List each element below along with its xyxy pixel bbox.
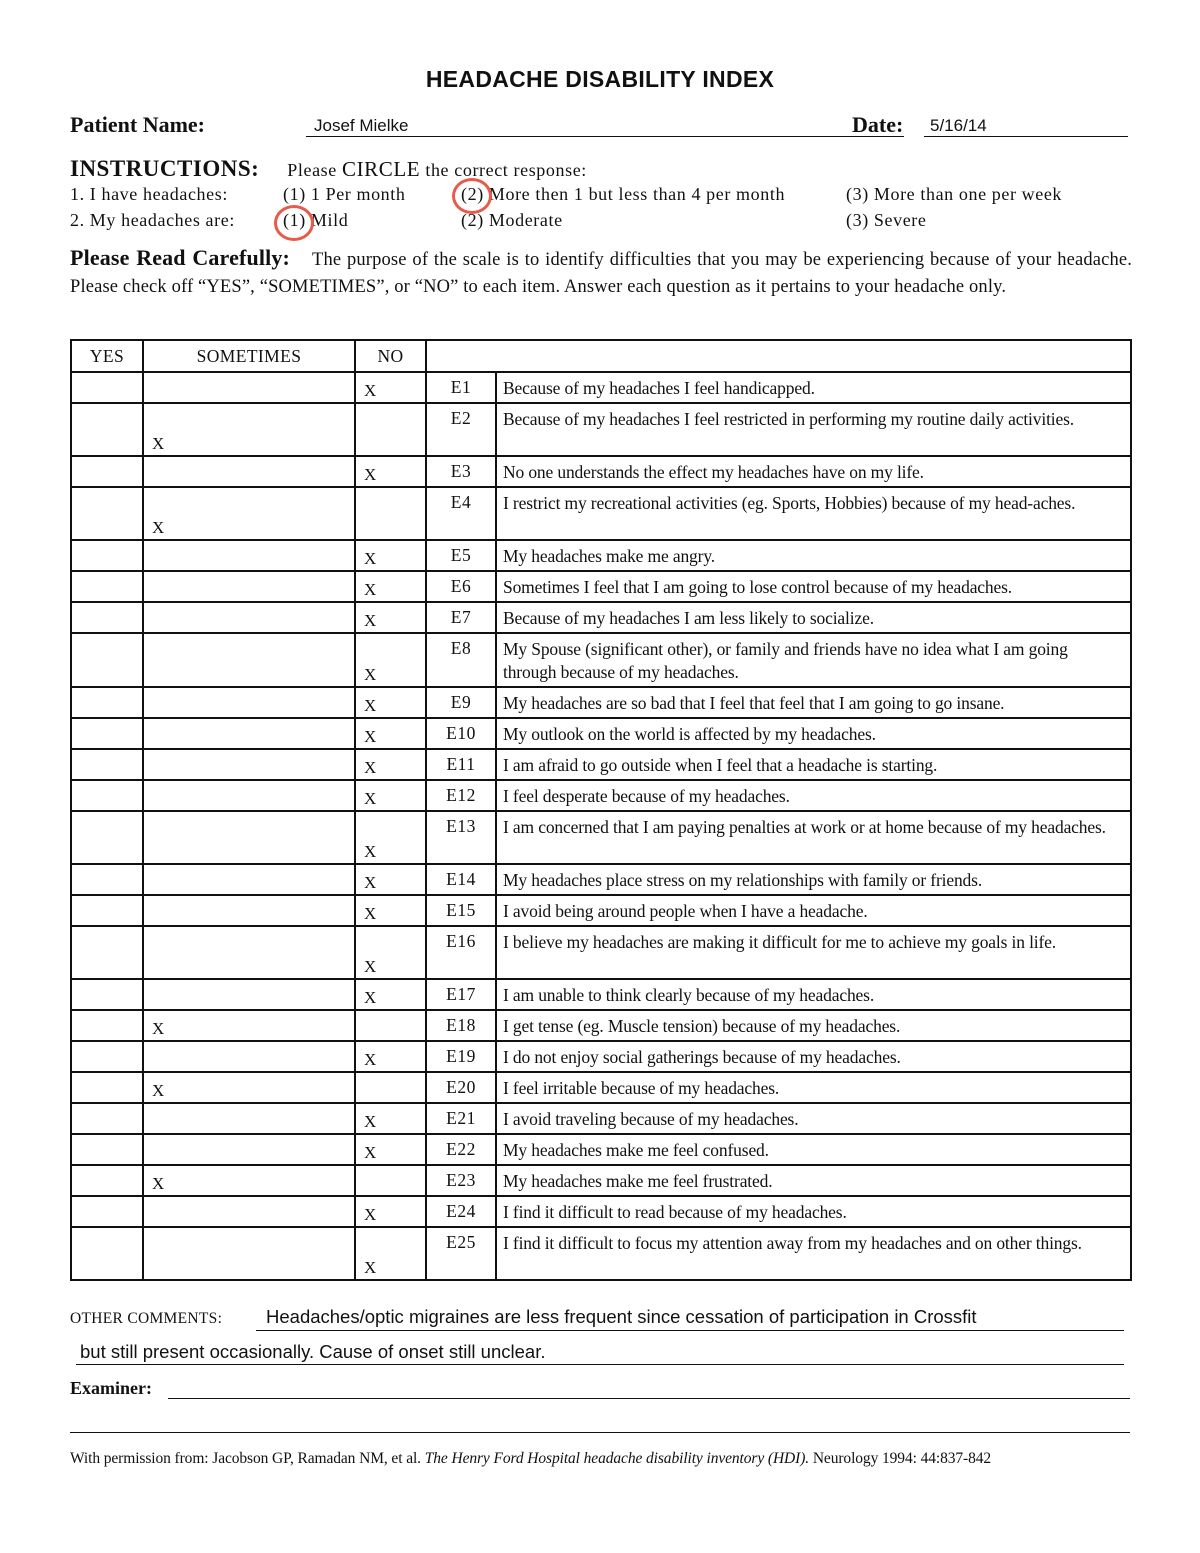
instructions-text [287,157,587,181]
answer-mark: X [364,381,377,400]
instructions [70,156,587,182]
answer-cell-no[interactable] [355,895,426,926]
answer-cell-sometimes[interactable] [143,749,355,780]
item-code: E21 [426,1103,496,1134]
citation [70,1450,991,1468]
answer-mark: X [152,518,165,537]
answer-cell-sometimes[interactable] [143,571,355,602]
form-title: HEADACHE DISABILITY INDEX [425,66,775,92]
answer-cell-sometimes[interactable] [143,864,355,895]
answer-cell-yes[interactable] [71,1134,143,1165]
examiner-field[interactable] [168,1398,1130,1399]
answer-mark: X [152,1019,165,1038]
answer-cell-sometimes[interactable] [143,602,355,633]
answer-mark: X [364,1205,377,1224]
answer-cell-yes[interactable] [71,926,143,979]
answer-cell-no[interactable] [355,1227,426,1280]
answer-cell-yes[interactable] [71,633,143,687]
answer-cell-no[interactable] [355,718,426,749]
answer-mark: X [364,549,377,568]
comments-line-1[interactable]: Headaches/optic migraines are less frequent since cessation of participation in Crossfit [266,1306,977,1327]
answer-cell-no[interactable] [355,687,426,718]
item-code: E5 [426,540,496,571]
table-row [71,372,1131,403]
answer-cell-yes[interactable] [71,487,143,540]
answer-cell-yes[interactable] [71,718,143,749]
date-label: Date: [852,112,904,137]
answer-cell-sometimes[interactable] [143,811,355,864]
answer-cell-sometimes[interactable] [143,1103,355,1134]
answer-cell-no[interactable] [355,864,426,895]
item-text: My headaches make me feel confused. [496,1134,1131,1165]
item-code: E16 [426,926,496,979]
read-carefully-paragraph [70,244,1132,301]
answer-cell-sometimes[interactable] [143,540,355,571]
item-code: E14 [426,864,496,895]
date-underline [924,136,1128,137]
q2-option-3[interactable]: (3) Severe [846,210,927,230]
item-text: My headaches are so bad that I feel that feel that I am going to go insane. [496,687,1131,718]
q1-option-2[interactable]: (2) More then 1 but less than 4 per month [461,184,786,204]
answer-cell-no[interactable] [355,979,426,1010]
item-code: E2 [426,403,496,456]
table-row [71,1010,1131,1041]
answer-cell-no[interactable] [355,602,426,633]
answer-cell-no[interactable] [355,1165,426,1196]
answer-mark: X [364,1050,377,1069]
answer-cell-sometimes[interactable] [143,633,355,687]
table-row [71,1041,1131,1072]
table-row [71,687,1131,718]
answer-mark: X [364,1258,377,1277]
answer-cell-no[interactable] [355,540,426,571]
item-text: I feel irritable because of my headaches. [496,1072,1131,1103]
table-row [71,1103,1131,1134]
answer-cell-yes[interactable] [71,1165,143,1196]
answer-cell-sometimes[interactable] [143,1041,355,1072]
item-text: I am unable to think clearly because of my headaches. [496,979,1131,1010]
answer-cell-yes[interactable] [71,1103,143,1134]
item-text: I find it difficult to focus my attention away from my headaches and on other things. [496,1227,1131,1280]
answer-mark: X [364,727,377,746]
instructions-text-c: the correct response: [425,160,587,180]
answer-mark: X [364,988,377,1007]
table-row [71,718,1131,749]
answer-cell-yes[interactable] [71,811,143,864]
answer-mark: X [152,1081,165,1100]
answer-cell-yes[interactable] [71,1072,143,1103]
answer-cell-yes[interactable] [71,372,143,403]
answer-cell-no[interactable] [355,1103,426,1134]
answer-cell-yes[interactable] [71,895,143,926]
answer-cell-sometimes[interactable] [143,1010,355,1041]
item-text: I do not enjoy social gatherings because of my headaches. [496,1041,1131,1072]
instructions-text-a: Please [287,160,337,180]
answer-cell-sometimes[interactable] [143,456,355,487]
q1-option-3[interactable]: (3) More than one per week [846,184,1063,204]
table-row [71,780,1131,811]
answer-mark: X [152,1174,165,1193]
patient-date-row [70,110,1130,140]
item-text: My headaches make me angry. [496,540,1131,571]
item-code: E13 [426,811,496,864]
answer-cell-sometimes[interactable] [143,895,355,926]
answer-cell-no[interactable] [355,403,426,456]
item-code: E19 [426,1041,496,1072]
item-text: I am concerned that I am paying penalties at work or at home because of my headaches. [496,811,1131,864]
item-code: E1 [426,372,496,403]
table-row [71,602,1131,633]
item-text: I believe my headaches are making it difficult for me to achieve my goals in life. [496,926,1131,979]
q1-option-1[interactable]: (1) 1 Per month [283,184,406,204]
item-text: My headaches place stress on my relationships with family or friends. [496,864,1131,895]
answer-cell-no[interactable] [355,811,426,864]
answer-mark: X [364,1112,377,1131]
read-carefully-text: The purpose of the scale is to identify difficulties that you may be experiencing because of your headache. Please check off “YES”, “SOMETIMES”, or “NO” to each item. Answer each question as it pertains to your headache only. [70,250,1132,297]
answer-cell-yes[interactable] [71,540,143,571]
item-code: E22 [426,1134,496,1165]
answer-cell-yes[interactable] [71,1196,143,1227]
table-row [71,487,1131,540]
table-row [71,1196,1131,1227]
item-code: E10 [426,718,496,749]
table-row [71,895,1131,926]
item-code: E15 [426,895,496,926]
answer-cell-yes[interactable] [71,403,143,456]
q2-option-2[interactable]: (2) Moderate [461,210,563,230]
answer-cell-sometimes[interactable] [143,979,355,1010]
item-text: I avoid being around people when I have a headache. [496,895,1131,926]
question-2-label: 2. My headaches are: [70,210,235,230]
hdi-questionnaire-table [70,339,1132,1281]
answer-cell-yes[interactable] [71,1227,143,1280]
item-code: E20 [426,1072,496,1103]
answer-mark: X [364,957,377,976]
answer-cell-yes[interactable] [71,571,143,602]
citation-suffix: Neurology 1994: 44:837-842 [812,1450,992,1467]
table-row [71,979,1131,1010]
item-code: E23 [426,1165,496,1196]
other-comments-label: OTHER COMMENTS: [70,1310,223,1327]
item-code: E11 [426,749,496,780]
comments-underline-1 [256,1330,1124,1331]
item-text: I am afraid to go outside when I feel that a headache is starting. [496,749,1131,780]
answer-cell-no[interactable] [355,571,426,602]
answer-cell-no[interactable] [355,749,426,780]
header-sometimes: SOMETIMES [143,340,355,372]
citation-prefix: With permission from: Jacobson GP, Ramadan NM, et al. [70,1450,421,1467]
patient-name-underline [306,136,904,137]
answer-mark: X [364,789,377,808]
answer-cell-no[interactable] [355,926,426,979]
answer-mark: X [364,580,377,599]
answer-cell-yes[interactable] [71,1010,143,1041]
answer-cell-yes[interactable] [71,780,143,811]
item-text: I restrict my recreational activities (eg. Sports, Hobbies) because of my head-aches. [496,487,1131,540]
item-text: I feel desperate because of my headaches. [496,780,1131,811]
answer-cell-no[interactable] [355,1134,426,1165]
answer-cell-sometimes[interactable] [143,926,355,979]
table-row [71,1134,1131,1165]
answer-cell-sometimes[interactable] [143,780,355,811]
item-code: E9 [426,687,496,718]
answer-mark: X [364,873,377,892]
table-row [71,633,1131,687]
table-row [71,1165,1131,1196]
answer-cell-no[interactable] [355,1010,426,1041]
answer-cell-no[interactable] [355,633,426,687]
item-text: No one understands the effect my headaches have on my life. [496,456,1131,487]
table-row [71,811,1131,864]
table-row [71,540,1131,571]
item-code: E17 [426,979,496,1010]
answer-cell-yes[interactable] [71,687,143,718]
answer-cell-yes[interactable] [71,864,143,895]
table-row [71,571,1131,602]
answer-cell-sometimes[interactable] [143,487,355,540]
citation-title: The Henry Ford Hospital headache disability inventory (HDI). [424,1450,810,1467]
item-code: E3 [426,456,496,487]
table-row [71,456,1131,487]
date-field[interactable]: 5/16/14 [930,116,987,135]
answer-cell-no[interactable] [355,780,426,811]
answer-cell-sometimes[interactable] [143,372,355,403]
item-text: I get tense (eg. Muscle tension) because of my headaches. [496,1010,1131,1041]
answer-cell-sometimes[interactable] [143,1227,355,1280]
patient-name-field[interactable]: Josef Mielke [314,116,409,135]
bottom-rule [70,1432,1130,1433]
answer-mark: X [364,758,377,777]
answer-cell-no[interactable] [355,487,426,540]
item-code: E7 [426,602,496,633]
item-code: E24 [426,1196,496,1227]
item-text: I find it difficult to read because of my headaches. [496,1196,1131,1227]
answer-cell-yes[interactable] [71,602,143,633]
item-text: My headaches make me feel frustrated. [496,1165,1131,1196]
answer-mark: X [364,696,377,715]
instructions-text-circle: CIRCLE [341,157,421,181]
item-text: My Spouse (significant other), or family and friends have no idea what I am going through because of my headaches. [496,633,1131,687]
item-code: E8 [426,633,496,687]
header-yes: YES [71,340,143,372]
item-code: E18 [426,1010,496,1041]
patient-name-label: Patient Name: [70,112,206,137]
read-carefully-label: Please Read Carefully: [70,245,290,270]
item-text: Because of my headaches I feel handicapped. [496,372,1131,403]
table-row [71,864,1131,895]
answer-cell-sometimes[interactable] [143,1165,355,1196]
instructions-label: INSTRUCTIONS: [70,156,260,181]
answer-mark: X [364,904,377,923]
examiner-label: Examiner: [70,1378,152,1398]
q2-selected-circle [274,205,314,241]
answer-cell-sometimes[interactable] [143,718,355,749]
item-code: E12 [426,780,496,811]
answer-cell-no[interactable] [355,456,426,487]
answer-cell-no[interactable] [355,1196,426,1227]
comments-line-2[interactable]: but still present occasionally. Cause of onset still unclear. [80,1341,546,1362]
answer-mark: X [364,1143,377,1162]
table-row [71,1072,1131,1103]
item-text: Sometimes I feel that I am going to lose control because of my headaches. [496,571,1131,602]
table-row [71,749,1131,780]
answer-cell-sometimes[interactable] [143,1072,355,1103]
answer-mark: X [364,665,377,684]
answer-cell-yes[interactable] [71,1041,143,1072]
item-text: I avoid traveling because of my headaches. [496,1103,1131,1134]
question-1-label: 1. I have headaches: [70,184,228,204]
item-code: E4 [426,487,496,540]
q2-option-1[interactable]: (1) Mild [283,210,349,230]
table-row [71,926,1131,979]
header-no: NO [355,340,426,372]
answer-cell-no[interactable] [355,1072,426,1103]
header-blank [426,340,1131,372]
answer-mark: X [364,465,377,484]
item-text: My outlook on the world is affected by my headaches. [496,718,1131,749]
comments-underline-2 [76,1364,1124,1365]
item-text: Because of my headaches I am less likely to socialize. [496,602,1131,633]
answer-cell-sometimes[interactable] [143,1134,355,1165]
answer-cell-sometimes[interactable] [143,1196,355,1227]
answer-cell-yes[interactable] [71,456,143,487]
item-code: E25 [426,1227,496,1280]
answer-mark: X [364,611,377,630]
answer-cell-yes[interactable] [71,979,143,1010]
item-code: E6 [426,571,496,602]
answer-cell-yes[interactable] [71,749,143,780]
q1-selected-circle [452,178,492,214]
answer-cell-sometimes[interactable] [143,687,355,718]
answer-mark: X [364,842,377,861]
answer-mark: X [152,434,165,453]
item-text: Because of my headaches I feel restricted in performing my routine daily activities. [496,403,1131,456]
answer-cell-no[interactable] [355,372,426,403]
answer-cell-sometimes[interactable] [143,403,355,456]
answer-cell-no[interactable] [355,1041,426,1072]
table-row [71,403,1131,456]
table-row [71,1227,1131,1280]
